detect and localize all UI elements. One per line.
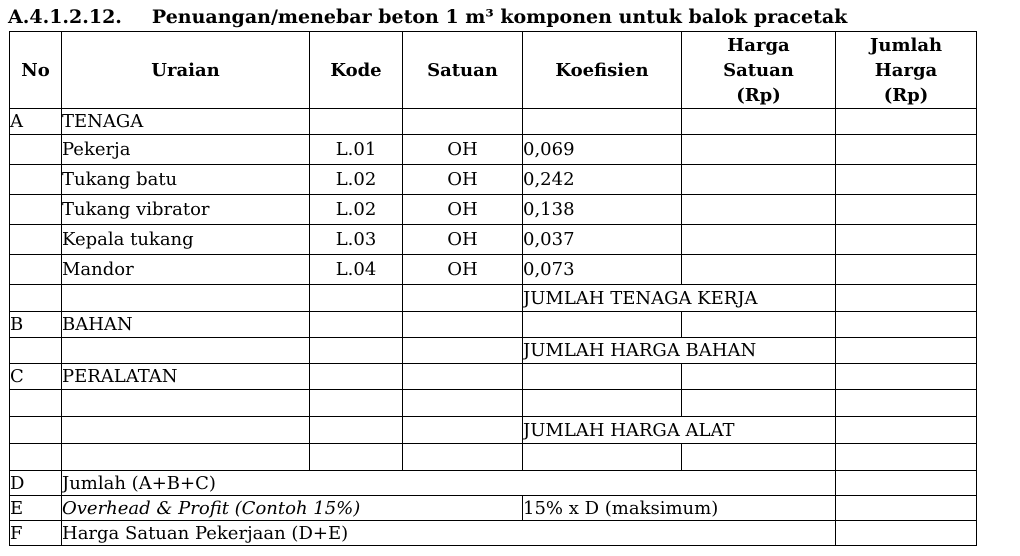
empty-cell [10, 444, 62, 471]
total-labor-label: JUMLAH TENAGA KERJA [523, 285, 836, 312]
row-f-label: Harga Satuan Pekerjaan (D+E) [62, 521, 836, 546]
labor-row [10, 225, 977, 255]
row-e-label: Overhead & Profit (Contoh 15%) [62, 496, 523, 521]
section-c-total-row [10, 417, 977, 444]
empty-cell [523, 312, 682, 338]
empty-cell [836, 390, 977, 417]
header-jumlah-harga-line1: Jumlah [869, 34, 943, 56]
empty-cell [310, 444, 403, 471]
header-jumlah-harga [836, 32, 977, 109]
empty-cell [523, 444, 682, 471]
labor-kode: L.02 [310, 165, 403, 195]
empty-cell [310, 390, 403, 417]
labor-row [10, 195, 977, 225]
empty-cell [403, 109, 523, 135]
row-d [10, 471, 977, 496]
row-e-no: E [10, 496, 62, 521]
labor-satuan: OH [403, 255, 523, 285]
empty-cell [62, 338, 310, 364]
labor-harga-satuan [682, 255, 836, 285]
labor-harga-satuan [682, 135, 836, 165]
labor-satuan: OH [403, 135, 523, 165]
empty-cell [403, 285, 523, 312]
total-equipment-value [836, 417, 977, 444]
section-b-total-row [10, 338, 977, 364]
labor-harga-satuan [682, 225, 836, 255]
empty-cell [682, 444, 836, 471]
section-b-label: BAHAN [62, 312, 310, 338]
total-equipment-label: JUMLAH HARGA ALAT [523, 417, 836, 444]
empty-cell [836, 364, 977, 390]
section-b-no: B [10, 312, 62, 338]
empty-cell [310, 417, 403, 444]
total-material-label: JUMLAH HARGA BAHAN [523, 338, 836, 364]
labor-row [10, 255, 977, 285]
title-text: Penuangan/menebar beton 1 m³ komponen untuk balok pracetak [151, 6, 848, 28]
empty-cell [403, 312, 523, 338]
title-code: A.4.1.2.12. [8, 6, 122, 28]
row-f [10, 521, 977, 546]
row-d-no: D [10, 471, 62, 496]
row-d-label: Jumlah (A+B+C) [62, 471, 836, 496]
header-uraian: Uraian [62, 32, 310, 109]
empty-cell [310, 285, 403, 312]
empty-cell [836, 444, 977, 471]
header-no: No [10, 32, 62, 109]
header-jumlah-harga-line3: (Rp) [883, 84, 929, 106]
empty-cell [682, 364, 836, 390]
row-e-value [836, 496, 977, 521]
header-harga-satuan-line1: Harga [727, 34, 790, 56]
header-harga-satuan-line2: Satuan [723, 59, 794, 81]
empty-cell [62, 417, 310, 444]
labor-koefisien: 0,138 [523, 195, 682, 225]
empty-cell [10, 285, 62, 312]
labor-kode: L.02 [310, 195, 403, 225]
empty-cell [10, 165, 62, 195]
header-harga-satuan-line3: (Rp) [736, 84, 781, 106]
labor-jumlah-harga [836, 225, 977, 255]
empty-cell [310, 312, 403, 338]
header-satuan: Satuan [403, 32, 523, 109]
empty-cell [523, 364, 682, 390]
labor-uraian: Mandor [62, 255, 310, 285]
labor-uraian: Kepala tukang [62, 225, 310, 255]
empty-cell [10, 225, 62, 255]
empty-cell [310, 338, 403, 364]
row-d-value [836, 471, 977, 496]
labor-kode: L.03 [310, 225, 403, 255]
section-b-row [10, 312, 977, 338]
empty-cell [310, 364, 403, 390]
row-f-no: F [10, 521, 62, 546]
labor-uraian: Tukang vibrator [62, 195, 310, 225]
empty-cell [10, 195, 62, 225]
labor-koefisien: 0,242 [523, 165, 682, 195]
empty-cell [403, 390, 523, 417]
section-a-label: TENAGA [62, 109, 310, 135]
empty-cell [403, 338, 523, 364]
labor-kode: L.01 [310, 135, 403, 165]
labor-satuan: OH [403, 165, 523, 195]
empty-cell [10, 390, 62, 417]
price-analysis-table [9, 31, 977, 546]
empty-cell [62, 390, 310, 417]
total-material-value [836, 338, 977, 364]
empty-cell [403, 364, 523, 390]
labor-harga-satuan [682, 195, 836, 225]
empty-cell [403, 417, 523, 444]
empty-cell [682, 390, 836, 417]
empty-cell [682, 109, 836, 135]
row-f-value [836, 521, 977, 546]
labor-jumlah-harga [836, 165, 977, 195]
labor-uraian: Tukang batu [62, 165, 310, 195]
empty-cell [836, 312, 977, 338]
section-a-no: A [10, 109, 62, 135]
empty-cell [10, 135, 62, 165]
section-a-row [10, 109, 977, 135]
header-koefisien: Koefisien [523, 32, 682, 109]
header-kode: Kode [310, 32, 403, 109]
labor-row [10, 135, 977, 165]
document-title [8, 2, 1018, 32]
empty-cell [310, 109, 403, 135]
labor-kode: L.04 [310, 255, 403, 285]
equipment-row [10, 390, 977, 417]
header-jumlah-harga-line2: Harga [874, 59, 938, 81]
section-c-no: C [10, 364, 62, 390]
header-row [10, 32, 977, 109]
labor-satuan: OH [403, 225, 523, 255]
labor-harga-satuan [682, 165, 836, 195]
empty-cell [523, 109, 682, 135]
section-c-label: PERALATAN [62, 364, 310, 390]
empty-cell [836, 109, 977, 135]
empty-cell [403, 444, 523, 471]
empty-cell [10, 338, 62, 364]
empty-cell [62, 444, 310, 471]
section-c-row [10, 364, 977, 390]
labor-jumlah-harga [836, 195, 977, 225]
labor-row [10, 165, 977, 195]
empty-cell [62, 285, 310, 312]
labor-koefisien: 0,069 [523, 135, 682, 165]
header-harga-satuan [682, 32, 836, 109]
labor-koefisien: 0,037 [523, 225, 682, 255]
total-labor-value [836, 285, 977, 312]
labor-jumlah-harga [836, 135, 977, 165]
labor-uraian: Pekerja [62, 135, 310, 165]
labor-jumlah-harga [836, 255, 977, 285]
empty-cell [10, 417, 62, 444]
row-e-note: 15% x D (maksimum) [523, 496, 836, 521]
labor-satuan: OH [403, 195, 523, 225]
labor-koefisien: 0,073 [523, 255, 682, 285]
row-e [10, 496, 977, 521]
section-a-total-row [10, 285, 977, 312]
empty-cell [523, 390, 682, 417]
empty-cell [10, 255, 62, 285]
blank-row [10, 444, 977, 471]
empty-cell [682, 312, 836, 338]
